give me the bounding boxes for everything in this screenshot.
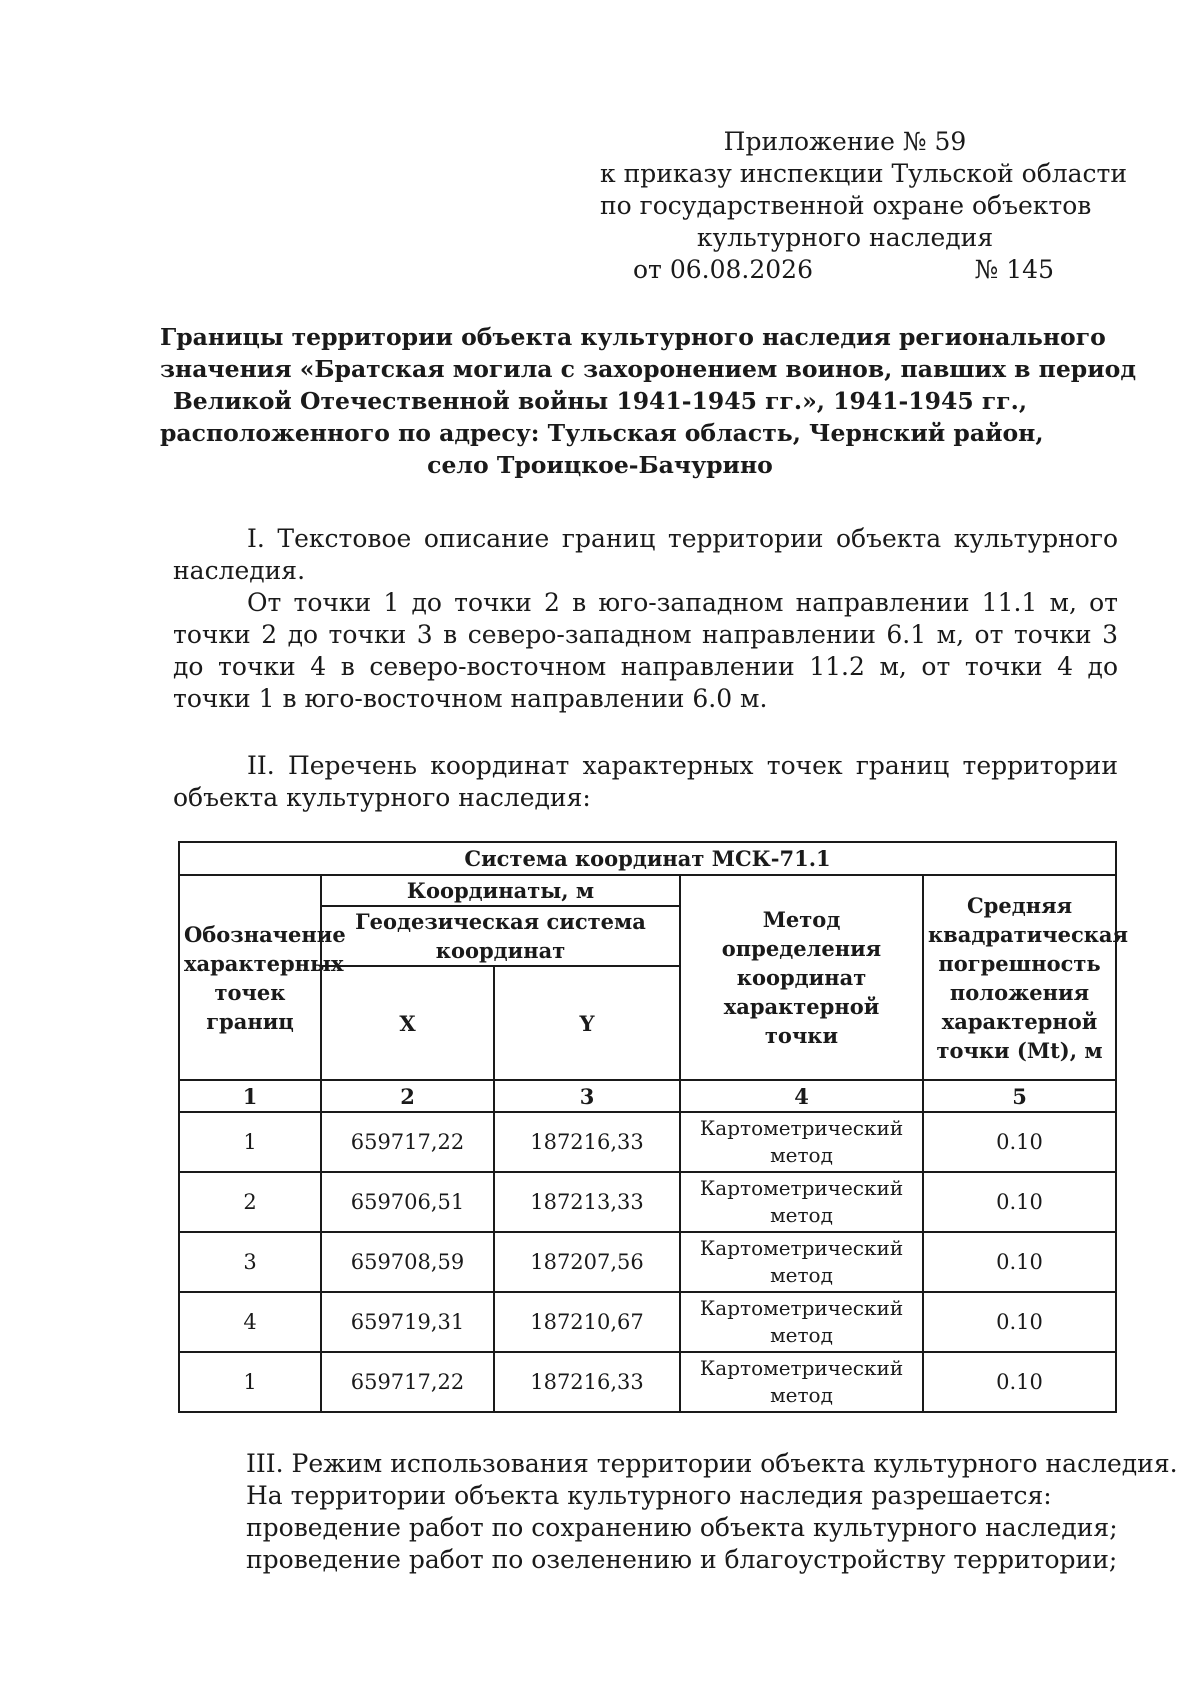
order-number: № 145 <box>974 255 1054 284</box>
table-row <box>179 1172 1116 1232</box>
section3-line: проведение работ по озеленению и благоустройству территории; <box>246 1545 1118 1574</box>
point-cell: 1 <box>179 1112 321 1172</box>
table-row <box>179 1112 1116 1172</box>
appendix-order-ref: к приказу инспекции Тульской области <box>600 159 1128 188</box>
x-cell: 659706,51 <box>321 1172 494 1232</box>
table-row <box>179 1232 1116 1292</box>
point-cell: 3 <box>179 1232 321 1292</box>
x-cell: 659708,59 <box>321 1232 494 1292</box>
section3-line: На территории объекта культурного наследия разрешается: <box>246 1481 1052 1510</box>
error-cell: 0.10 <box>923 1112 1116 1172</box>
method-cell: Картометрический метод <box>680 1112 923 1172</box>
x-cell: 659719,31 <box>321 1292 494 1352</box>
y-cell: 187210,67 <box>494 1292 680 1352</box>
point-cell: 4 <box>179 1292 321 1352</box>
title-line: расположенного по адресу: Тульская область, Чернский район, <box>160 419 1044 447</box>
error-header: Средняя квадратическая погрешность положения характерной точки (Mt), м <box>923 875 1116 1080</box>
section-text-description <box>173 523 1118 715</box>
y-cell: 187207,56 <box>494 1232 680 1292</box>
column-number: 5 <box>923 1080 1116 1112</box>
section1-description: От точки 1 до точки 2 в юго-западном направлении 11.1 м, от точки 2 до точки 3 в северо-западном направлении 6.1 м, от точки 3 до точки 4 в северо-восточном направлении 11.2 м, от точки 4 до точки 1 в юго-восточном направлении 6.0 м. <box>173 588 1118 713</box>
appendix-number: Приложение № 59 <box>723 127 967 156</box>
y-cell: 187213,33 <box>494 1172 680 1232</box>
method-cell: Картометрический метод <box>680 1172 923 1232</box>
section-coordinates <box>173 750 1118 814</box>
order-date: от 06.08.2026 <box>633 255 813 284</box>
coordinates-table <box>178 841 1129 1413</box>
point-designation-header: Обозначение характерных точек границ <box>179 875 321 1080</box>
table-row <box>179 1292 1116 1352</box>
table-row <box>179 1352 1116 1412</box>
x-cell: 659717,22 <box>321 1112 494 1172</box>
column-number: 3 <box>494 1080 680 1112</box>
point-cell: 1 <box>179 1352 321 1412</box>
column-number: 4 <box>680 1080 923 1112</box>
coordinates-header: Координаты, м <box>321 875 680 906</box>
column-number: 2 <box>321 1080 494 1112</box>
error-cell: 0.10 <box>923 1352 1116 1412</box>
document-title <box>160 321 1137 481</box>
section3-heading: III. Режим использования территории объекта культурного наследия. <box>246 1449 1178 1478</box>
x-header: X <box>321 966 494 1080</box>
column-number: 1 <box>179 1080 321 1112</box>
y-cell: 187216,33 <box>494 1112 680 1172</box>
method-header: Метод определения координат характерной точки <box>680 875 923 1080</box>
method-cell: Картометрический метод <box>680 1232 923 1292</box>
method-cell: Картометрический метод <box>680 1352 923 1412</box>
section2-heading: II. Перечень координат характерных точек границ территории объекта культурного наследия: <box>173 751 1118 812</box>
title-line: значения «Братская могила с захоронением воинов, павших в период <box>160 355 1137 383</box>
title-line: село Троицкое-Бачурино <box>427 451 773 479</box>
appendix-authority: по государственной охране объектов <box>600 191 1092 220</box>
y-header: Y <box>494 966 680 1080</box>
coordinate-system-header: Система координат МСК-71.1 <box>179 842 1116 875</box>
appendix-header <box>600 126 1128 286</box>
section3-line: проведение работ по сохранению объекта культурного наследия; <box>246 1513 1118 1542</box>
x-cell: 659717,22 <box>321 1352 494 1412</box>
title-line: Границы территории объекта культурного наследия регионального <box>160 323 1106 351</box>
section1-heading: I. Текстовое описание границ территории объекта культурного наследия. <box>173 524 1118 585</box>
point-cell: 2 <box>179 1172 321 1232</box>
title-line: Великой Отечественной войны 1941-1945 гг.», 1941-1945 гг., <box>172 387 1028 415</box>
section-usage-regime <box>246 1448 1178 1576</box>
appendix-authority-cont: культурного наследия <box>696 223 994 252</box>
method-cell: Картометрический метод <box>680 1292 923 1352</box>
error-cell: 0.10 <box>923 1232 1116 1292</box>
error-cell: 0.10 <box>923 1292 1116 1352</box>
y-cell: 187216,33 <box>494 1352 680 1412</box>
error-cell: 0.10 <box>923 1172 1116 1232</box>
geodetic-system-header: Геодезическая система координат <box>321 906 680 966</box>
appendix-date-line <box>600 254 1090 286</box>
